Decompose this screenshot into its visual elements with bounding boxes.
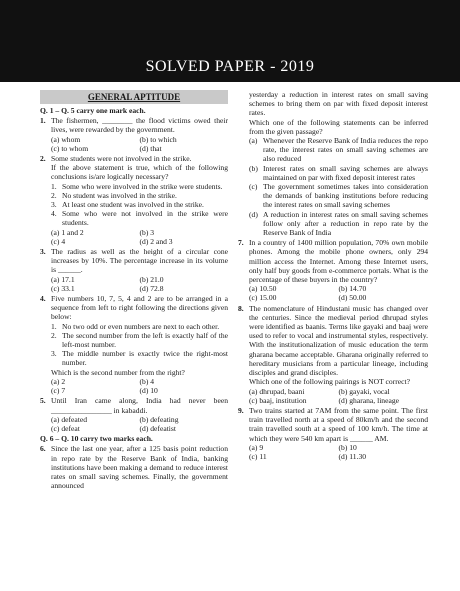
right-column xyxy=(238,90,428,461)
statement-text: No two odd or even numbers are next to each other. xyxy=(62,321,220,331)
option: (d) 11.30 xyxy=(338,451,367,461)
statement-text: Some who were involved in the strike were students. xyxy=(62,181,223,191)
statement xyxy=(40,182,228,191)
option xyxy=(238,210,428,238)
group-heading: Q. 6 – Q. 10 carry two marks each. xyxy=(40,434,153,444)
option: (c) 7 xyxy=(51,386,66,396)
question-text: The nomenclature of Hindustani music has changed over the centuries. Since the medieval period dhrupad styles were identified as baanis. Terms like gayaki and baaj were used to refer to vocal and instrumental styles, respectively. With the institutionalization of music education the term gharana became acceptable. Gharana originally referred to hereditary musicians from a particular lineage, including disciples and grand disciples. xyxy=(249,303,428,378)
question-text: Some students were not involved in the strike. xyxy=(51,154,192,164)
question-5 xyxy=(40,396,228,414)
page-title: SOLVED PAPER - 2019 xyxy=(145,58,315,75)
option: (b) to which xyxy=(139,134,177,144)
option: (d) that xyxy=(139,143,162,153)
question-number: 9. xyxy=(238,405,244,415)
options-q3 xyxy=(40,275,228,293)
question-text: In a country of 1400 million population, 70% own mobile phones. Among the mobile phone owners, only 294 million access the Internet. Among these Internet users, only half buy goods from e-commerce portals. What is the percentage of these buyers in the country? xyxy=(249,238,428,285)
question-3 xyxy=(40,247,228,275)
option: (d) gharana, lineage xyxy=(338,395,400,405)
option: (b) gayaki, vocal xyxy=(338,386,390,396)
options-q8 xyxy=(238,387,428,405)
options-q2 xyxy=(40,228,228,246)
option: (b) 4 xyxy=(139,376,155,386)
option-label: (c) xyxy=(249,182,258,192)
option: (c) 11 xyxy=(249,451,267,461)
statement xyxy=(40,209,228,227)
statement xyxy=(40,200,228,209)
statement xyxy=(40,349,228,367)
option: (a) defeated xyxy=(51,414,88,424)
group-heading: Q. 1 – Q. 5 carry one mark each. xyxy=(40,106,146,115)
question-8 xyxy=(238,304,428,378)
statement-text: The middle number is exactly twice the right-most number. xyxy=(62,349,228,368)
option: (a) 17.1 xyxy=(51,274,75,284)
option-text: The government sometimes takes into consideration the demands of banking institutions before reducing the interest rates on small saving schemes xyxy=(263,182,428,210)
option: (a) whom xyxy=(51,134,81,144)
statement-number: 3. xyxy=(51,349,57,359)
option: (d) 10 xyxy=(139,386,158,396)
options-q9 xyxy=(238,443,428,461)
left-column xyxy=(40,90,228,490)
question-number: 1. xyxy=(40,116,46,126)
question-1 xyxy=(40,116,228,134)
option: (c) 4 xyxy=(51,236,66,246)
statement-text: At least one student was involved in the strike. xyxy=(62,200,204,210)
statement-text: Some who were not involved in the strike were students. xyxy=(62,209,228,228)
option: (a) dhrupad, baani xyxy=(249,386,305,396)
option: (b) 21.0 xyxy=(139,274,164,284)
option: (a) 9 xyxy=(249,442,264,452)
option-label: (a) xyxy=(249,136,258,146)
question-9 xyxy=(238,406,428,443)
question-text: Which is the second number from the right? xyxy=(51,367,185,377)
options-q1 xyxy=(40,135,228,153)
question-6 xyxy=(40,444,228,490)
option: (b) 3 xyxy=(139,227,155,237)
question-text: Five numbers 10, 7, 5, 4 and 2 are to be arranged in a sequence from left to right following the directions given below: xyxy=(51,294,228,322)
option: (a) 1 and 2 xyxy=(51,227,84,237)
statement-number: 1. xyxy=(51,181,57,191)
option: (b) 14.70 xyxy=(338,284,367,294)
options-q7 xyxy=(238,284,428,302)
question-number: 3. xyxy=(40,247,46,257)
option: (c) 15.00 xyxy=(249,293,277,303)
statement-number: 1. xyxy=(51,321,57,331)
option: (c) to whom xyxy=(51,143,89,153)
question-text: Two trains started at 7AM from the same point. The first train travelled north at a speed of 80km/h and the second train travelled south at a speed of 100 km/h. The time at which they were 540 km apart is ______ AM. xyxy=(249,405,428,443)
option: (d) 72.8 xyxy=(139,283,164,293)
question-text: Which one of the following statements can be inferred from the given passage? xyxy=(249,117,428,136)
question-text: Until Iran came along, India had never been ________________ in kabaddi. xyxy=(51,396,228,415)
option: (c) baaj, institution xyxy=(249,395,307,405)
statement-text: The second number from the left is exactly half of the left-most number. xyxy=(62,330,228,350)
statement-number: 2. xyxy=(51,330,57,340)
question-7 xyxy=(238,238,428,284)
option xyxy=(238,182,428,210)
question-text: If the above statement is true, which of the following conclusions is/are logically necessary? xyxy=(51,163,228,182)
section-title: GENERAL APTITUDE xyxy=(40,90,228,104)
option-label: (b) xyxy=(249,163,258,173)
statement-number: 2. xyxy=(51,190,57,200)
statement-text: No student was involved in the strike. xyxy=(62,190,177,200)
statement xyxy=(40,191,228,200)
question-number: 7. xyxy=(238,238,244,248)
question-number: 2. xyxy=(40,154,46,164)
option-text: Whenever the Reserve Bank of India reduces the repo rate, the interest rates on small saving schemes are also reduced xyxy=(263,136,428,164)
header-banner xyxy=(0,0,460,82)
question-number: 6. xyxy=(40,444,46,454)
option: (a) 2 xyxy=(51,376,66,386)
option: (d) 2 and 3 xyxy=(139,236,173,246)
question-2 xyxy=(40,154,228,163)
option: (b) defeating xyxy=(139,414,179,424)
question-text: The fishermen, ________ the flood victims owed their lives, were rewarded by the government. xyxy=(51,116,228,135)
question-number: 5. xyxy=(40,396,46,406)
option: (c) defeat xyxy=(51,423,80,433)
option: (b) 10 xyxy=(338,442,357,452)
option-text: Interest rates on small saving schemes are always maintained on par with fixed deposit interest rates xyxy=(263,163,428,182)
option: (a) 10.50 xyxy=(249,284,277,294)
options-q5 xyxy=(40,415,228,433)
question-number: 8. xyxy=(238,303,244,313)
options-q4 xyxy=(40,377,228,395)
statement xyxy=(40,331,228,349)
statement xyxy=(40,322,228,331)
question-text: The radius as well as the height of a circular cone increases by 10%. The percentage increase in its volume is ______. xyxy=(51,247,228,275)
option xyxy=(238,164,428,182)
question-text: yesterday a reduction in interest rates on small saving schemes to bring them on par with fixed deposit interest rates. xyxy=(249,90,428,118)
option xyxy=(238,136,428,164)
question-text: Which one of the following pairings is NOT correct? xyxy=(249,377,410,387)
question-number: 4. xyxy=(40,294,46,304)
statement-number: 3. xyxy=(51,200,57,210)
option: (d) defeatist xyxy=(139,423,176,433)
question-4 xyxy=(40,294,228,322)
option: (c) 33.1 xyxy=(51,283,75,293)
option-text: A reduction in interest rates on small saving schemes follow only after a reduction in repo rate by the Reserve Bank of India xyxy=(263,209,428,238)
statement-number: 4. xyxy=(51,209,57,219)
option-label: (d) xyxy=(249,209,258,219)
question-text: Since the last one year, after a 125 basis point reduction in repo rate by the Reserve Bank of India, banking institutions have been making a demand to reduce interest rates on small saving schemes. Finally, the government announced xyxy=(51,444,228,491)
option: (d) 50.00 xyxy=(338,293,367,303)
